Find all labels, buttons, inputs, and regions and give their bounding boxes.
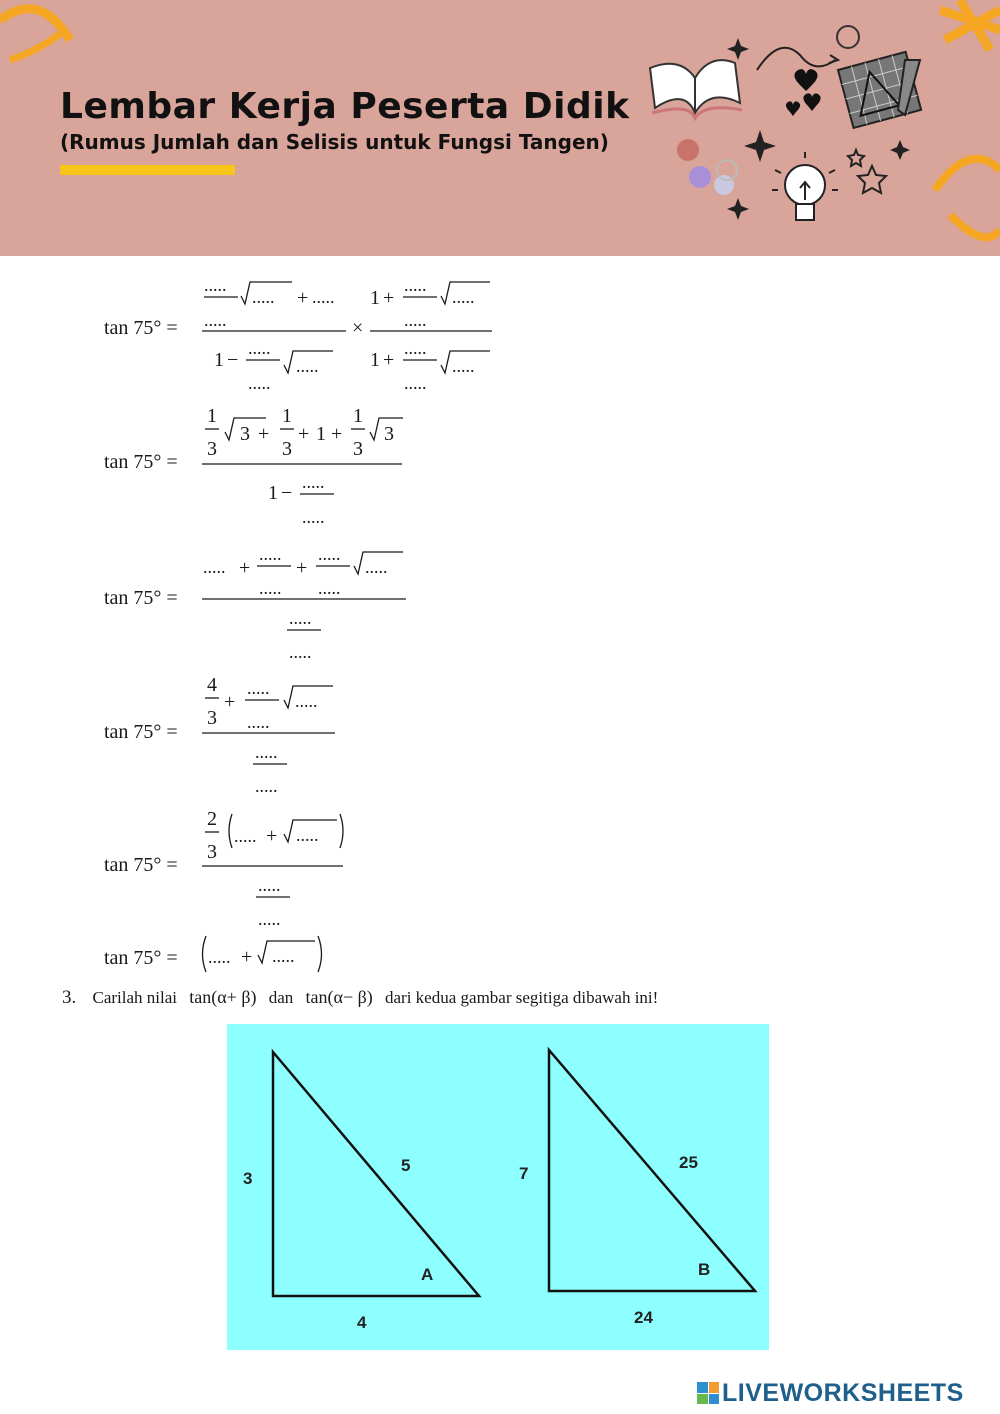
step-2 xyxy=(104,405,403,527)
blank: ..... xyxy=(247,712,270,732)
blank: ..... xyxy=(234,826,257,846)
blank: ..... xyxy=(255,742,278,762)
blank: ..... xyxy=(252,287,275,307)
plus-sign: + xyxy=(296,557,308,579)
blank: ..... xyxy=(208,947,231,967)
plus-sign: + xyxy=(266,825,278,847)
step-lhs: tan 75° = xyxy=(104,721,178,743)
blank: ..... xyxy=(248,373,271,393)
label-left-vertical: 3 xyxy=(243,1169,253,1188)
label-right-hypotenuse: 25 xyxy=(679,1153,698,1172)
minus-sign: − xyxy=(281,482,293,504)
step-lhs: tan 75° = xyxy=(104,451,178,473)
blank: ..... xyxy=(296,356,319,376)
blank: ..... xyxy=(296,825,319,845)
logo-text: LIVEWORKSHEETS xyxy=(722,1378,964,1407)
label-right-base: 24 xyxy=(634,1308,653,1327)
step-lhs: tan 75° = xyxy=(104,317,178,339)
step-lhs: tan 75° = xyxy=(104,947,178,969)
plus-sign: + xyxy=(239,557,251,579)
minus-sign: − xyxy=(227,349,239,371)
expr-tan-sum: tan(α+ β) xyxy=(189,987,257,1007)
question-3 xyxy=(62,987,658,1009)
triangle-right xyxy=(519,1050,755,1327)
step-6 xyxy=(104,936,322,972)
blank: ..... xyxy=(404,338,427,358)
blank: ..... xyxy=(255,776,278,796)
blank: ..... xyxy=(258,875,281,895)
numeral: 3 xyxy=(207,707,217,729)
plus-sign: + xyxy=(258,423,270,445)
plus-sign: + xyxy=(298,423,310,445)
numeral: 4 xyxy=(207,674,217,696)
blank: ..... xyxy=(203,557,226,577)
numeral: 1 xyxy=(370,349,380,371)
numeral: 3 xyxy=(384,423,394,445)
plus-sign: + xyxy=(224,691,236,713)
step-4 xyxy=(104,674,335,796)
blank: ..... xyxy=(404,373,427,393)
blank: ..... xyxy=(272,946,295,966)
blank: ..... xyxy=(302,507,325,527)
numeral: 3 xyxy=(207,841,217,863)
numeral: 1 xyxy=(370,287,380,309)
label-left-base: 4 xyxy=(357,1313,367,1332)
plus-sign: + xyxy=(241,946,253,968)
label-angle-a: A xyxy=(421,1265,434,1284)
blank: ..... xyxy=(295,691,318,711)
blank: ..... xyxy=(452,287,475,307)
plus-sign: + xyxy=(383,287,395,309)
blank: ..... xyxy=(259,544,282,564)
blank: ..... xyxy=(404,310,427,330)
plus-sign: + xyxy=(297,287,309,309)
question-text-mid: dan xyxy=(268,988,294,1007)
page-title: Lembar Kerja Peserta Didik xyxy=(60,86,630,127)
blank: ..... xyxy=(248,338,271,358)
blank: ..... xyxy=(318,578,341,598)
numeral: 1 xyxy=(214,349,224,371)
blank: ..... xyxy=(365,557,388,577)
times-sign: × xyxy=(352,317,364,339)
step-1 xyxy=(104,275,492,393)
question-text-end: dari kedua gambar segitiga dibawah ini! xyxy=(385,988,659,1007)
blank: ..... xyxy=(289,642,312,662)
blank: ..... xyxy=(318,544,341,564)
label-left-hypotenuse: 5 xyxy=(401,1156,411,1175)
logo-mark-icon xyxy=(697,1382,719,1404)
question-text-start: Carilah nilai xyxy=(92,988,178,1007)
triangle-left xyxy=(243,1052,479,1332)
step-3 xyxy=(104,544,406,662)
question-number: 3. xyxy=(62,987,77,1008)
blank: ..... xyxy=(258,909,281,929)
blank: ..... xyxy=(247,678,270,698)
numeral: 3 xyxy=(353,438,363,460)
step-5 xyxy=(104,808,343,929)
numeral: 3 xyxy=(282,438,292,460)
plus-sign: + xyxy=(383,349,395,371)
triangles-figure xyxy=(227,1024,769,1350)
expr-tan-diff: tan(α− β) xyxy=(305,987,373,1007)
numeral: 1 xyxy=(353,405,363,427)
numeral: 1 xyxy=(207,405,217,427)
blank: ..... xyxy=(404,275,427,295)
blank: ..... xyxy=(204,310,227,330)
blank: ..... xyxy=(302,472,325,492)
liveworksheets-logo[interactable] xyxy=(697,1378,964,1408)
step-lhs: tan 75° = xyxy=(104,587,178,609)
numeral: 1 xyxy=(316,423,326,445)
numeral: 3 xyxy=(207,438,217,460)
numeral: 2 xyxy=(207,808,217,830)
numeral: 3 xyxy=(240,423,250,445)
page-subtitle: (Rumus Jumlah dan Selisis untuk Fungsi Tangen) xyxy=(60,130,609,154)
numeral: 1 xyxy=(268,482,278,504)
blank: ..... xyxy=(289,608,312,628)
blank: ..... xyxy=(204,275,227,295)
label-right-vertical: 7 xyxy=(519,1164,529,1183)
blank: ..... xyxy=(452,356,475,376)
plus-sign: + xyxy=(331,423,343,445)
blank: ..... xyxy=(312,287,335,307)
blank: ..... xyxy=(259,578,282,598)
numeral: 1 xyxy=(282,405,292,427)
step-lhs: tan 75° = xyxy=(104,854,178,876)
label-angle-b: B xyxy=(698,1260,711,1279)
